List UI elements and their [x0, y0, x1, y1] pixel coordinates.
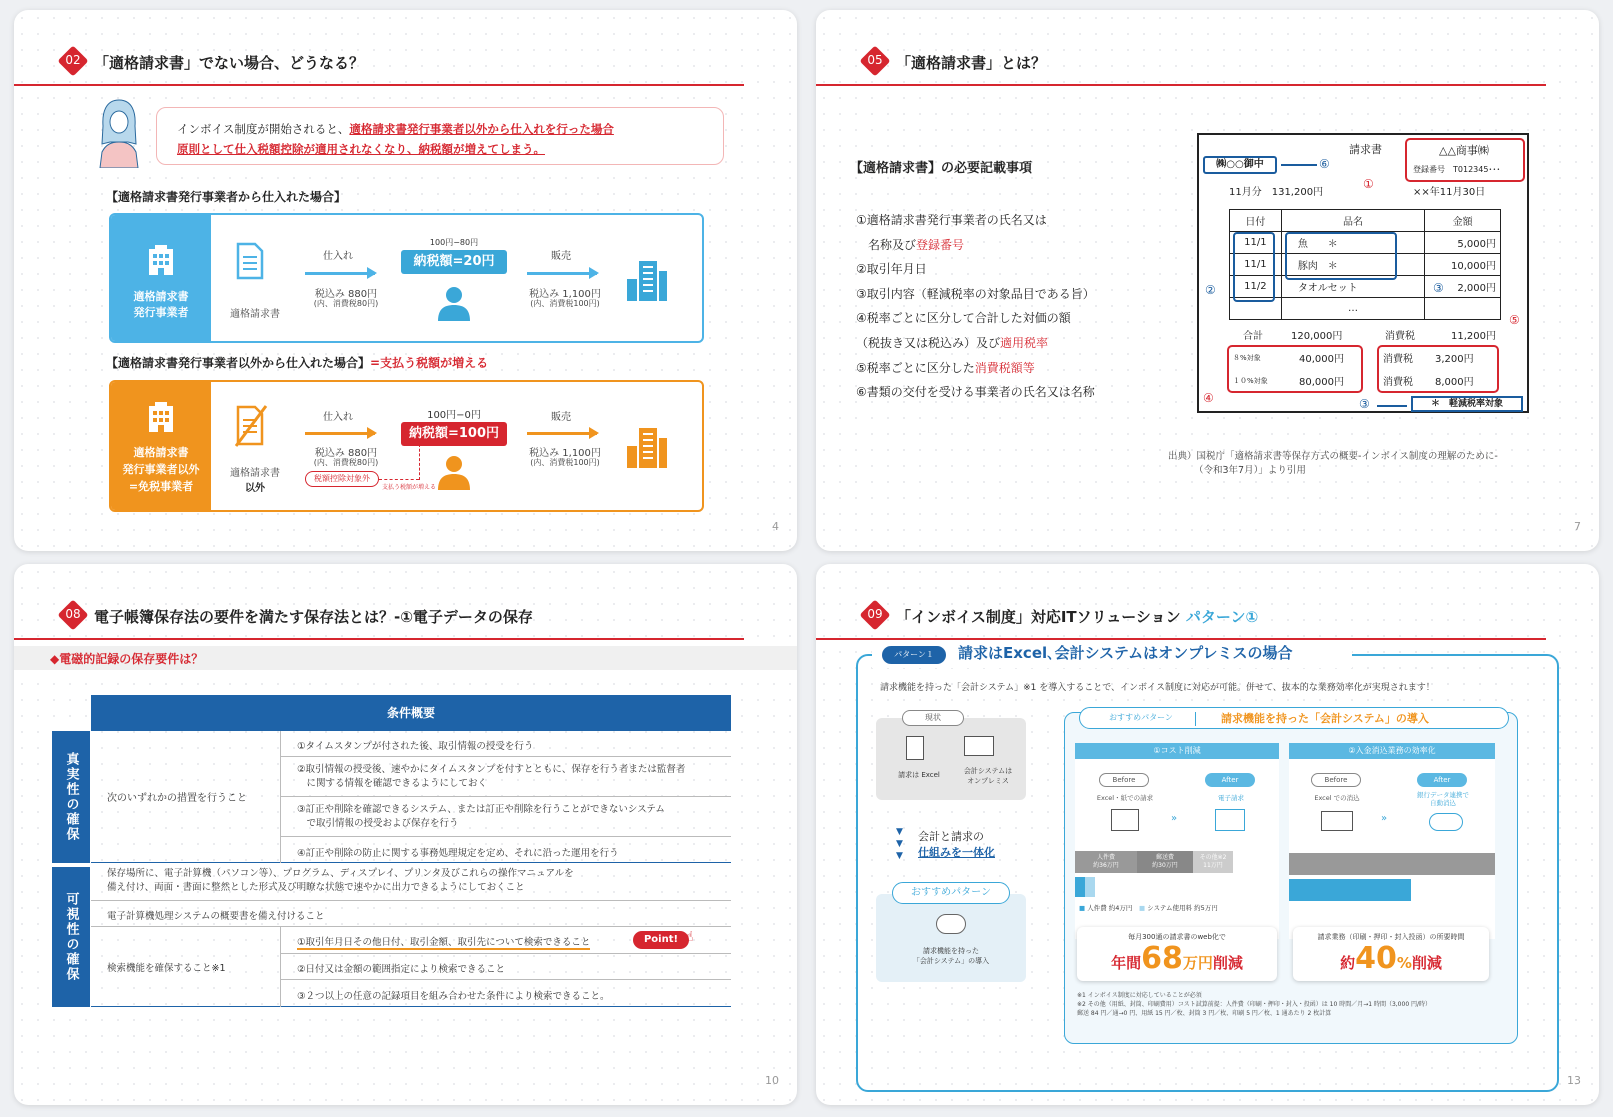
- page-number: 7: [1574, 520, 1581, 533]
- section-title: ◆電磁的記録の保存要件は？: [50, 652, 204, 666]
- case2-panel: [109, 380, 704, 512]
- invoice-tax-total: 11,200円: [1451, 331, 1496, 342]
- note-3: 郵送 84 円／通→0 円、用紙 15 円／枚、封筒 3 円／枚、印刷 5 円／枚、1 通あたり 2 枚計算: [1077, 1010, 1332, 1017]
- requirements-title: 【適格請求書】の必要記載事項: [850, 161, 1033, 176]
- point-badge: Point!: [633, 931, 689, 949]
- slide-7: [816, 10, 1599, 551]
- case2-note: 支払う税額が増える: [381, 484, 436, 491]
- recommended-desc: 請求機能を持った 「会計システム」の導入: [912, 947, 990, 965]
- requirement-item: ①適格請求書発行事業者の氏名又は: [856, 213, 1047, 227]
- result-time: 請求業務（印刷・押印・封入投函）の所要時間 約40%削減: [1293, 927, 1489, 981]
- pointer-hand-icon: ☝: [685, 929, 694, 945]
- bubble-highlight-2: 原則として仕入税額控除が適用されなくなり、納税額が増えてしまう。: [177, 142, 545, 156]
- c2-after-label: 銀行データ連携で 自動消込: [1417, 791, 1469, 807]
- recommended-title: 請求機能を持った「会計システム」の導入: [1221, 712, 1429, 725]
- before-tag-2: Before: [1311, 773, 1361, 787]
- result-cost-caption: 毎月300通の請求書のweb化で: [1128, 933, 1226, 941]
- marker-5: ⑤: [1509, 313, 1520, 327]
- case2-sell-tax: (内、消費税100円): [530, 458, 600, 467]
- case1-title: 【適格請求書発行事業者から仕入れた場合】: [106, 190, 347, 204]
- merge-highlight: 仕組みを一体化: [918, 846, 995, 859]
- result-time-caption: 請求業務（印刷・押印・封入投函）の所要時間: [1317, 933, 1465, 941]
- search-item-3: ③２つ以上の任意の記録項目を組み合わせた条件により検索できること。: [297, 991, 610, 1002]
- after-tag-2: After: [1417, 773, 1467, 787]
- slide-header: [14, 600, 744, 650]
- recommended-detail: おすすめパターン 請求機能を持った「会計システム」の導入 ①コスト削減 Before After Excel・紙での請求 電子請求 » 人件費 約36万円 郵送費 約30万円 その他※2 11万円 ■ 人件費 約4万円 ■ システム使用料 約5万円 ②入金消込業務の効率化 Before After Excel での消込 銀行データ連携で 自動消込 » 毎月300通の請求書のweb化で 年間68万円削減 請求業務（印刷・押印・封入投函）の所要時間 約40%削減 ※1 インボイス制度に対応していることが必須 ※2 その他（用紙、封筒、印刷費用）コスト試算前提：人件費（印刷・押印・封入・投函）は 10 時間／月→1 時間（3,000 円/時） 郵送 84 円／通→0 円、用紙 15 円／枚、封筒 3 円／枚、印刷 5 円／枚、1 通あたり 2 枚計算: [1064, 712, 1518, 1044]
- search-condition: 検索機能を確保すること※1: [107, 963, 226, 974]
- auth-item-2: ②取引情報の授受後、速やかにタイムスタンプを付すとともに、保存を行う者または監督者 に関する情報を確認できるようにしておく: [297, 764, 686, 789]
- visibility-row-2: 電子計算機処理システムの概要書を備え付けること: [107, 911, 325, 922]
- source-line-1: 出典）国税庁「適格請求書等保存方式の概要-インボイス制度の理解のために-: [1168, 451, 1498, 462]
- paper-icon: [1111, 809, 1139, 831]
- recommended-label: おすすめパターン: [892, 882, 1010, 904]
- current-state-panel: [876, 713, 1026, 800]
- case1-doc-label: 適格請求書: [230, 309, 280, 320]
- marker-4: ④: [1203, 391, 1214, 405]
- case2-doc-label-2: 以外: [245, 483, 265, 494]
- auth-item-1: ①タイムスタンプが付された後、取引情報の授受を行う: [297, 741, 534, 752]
- search-item-2: ②日付又は金額の範囲指定により検索できること: [297, 964, 506, 975]
- case2-sell-price: 税込み 1,100円: [529, 448, 601, 459]
- page-number: 10: [765, 1074, 779, 1087]
- requirement-item: ②取引年月日: [856, 262, 927, 277]
- authenticity-condition: 次のいずれかの措置を行うこと: [107, 793, 247, 804]
- invoice-tax-label: 消費税: [1385, 331, 1415, 342]
- marker-3b: ③: [1359, 397, 1370, 411]
- pattern-title: 請求はExcel､会計システムはオンプレミスの場合: [958, 644, 1293, 662]
- case2-label: 適格請求書 発行事業者以外 =免税事業者: [122, 446, 200, 493]
- office-building-icon: [625, 424, 669, 470]
- visibility-rows: [91, 863, 731, 1007]
- bar-postage: 郵送費 約30万円: [1137, 851, 1193, 873]
- cost-reduction-title: ①コスト削減: [1075, 743, 1279, 759]
- bar-other: その他※2 11万円: [1193, 851, 1233, 873]
- current-onprem: 会計システムは オンプレミス: [963, 767, 1013, 785]
- requirement-item: （税抜き又は税込み）及び適用税率: [856, 335, 1049, 350]
- slide-title: 「適格請求書」とは？: [896, 54, 1047, 72]
- result-cost: 毎月300通の請求書のweb化で 年間68万円削減: [1077, 927, 1277, 981]
- note-2: ※2 その他（用紙、封筒、印刷費用）コスト試算前提：人件費（印刷・押印・封入・投函）は 10 時間／月→1 時間（3,000 円/時）: [1077, 1001, 1432, 1008]
- group-visibility: 可視性の確保: [52, 867, 90, 1007]
- legend-system: システム使用料 約5万円: [1147, 904, 1218, 912]
- rate-8-tax: 3,200円: [1435, 354, 1474, 365]
- cost-after-bar-b: [1085, 877, 1095, 897]
- down-chevrons-icon: ▼ ▼ ▼: [896, 827, 903, 861]
- invoice-table: 日付 品名 金額 11/1 魚 ＊ 5,000円 11/1 豚肉 ＊ 10,000円 11/2 タオルセット 2,000円 …: [1229, 209, 1501, 320]
- cost-before-bar: [1075, 851, 1233, 873]
- person-icon: [436, 454, 472, 490]
- invoice-client: ㈱○○御中: [1203, 156, 1277, 174]
- source-line-2: （令和3年7月）」より引用: [1194, 465, 1306, 476]
- case1-buy-label: 仕入れ: [323, 251, 353, 262]
- document-icon: [235, 241, 265, 281]
- auth-item-4: ④訂正や削除の防止に関する事務処理規定を定め、それに沿った運用を行う: [297, 848, 619, 859]
- marker-1: ①: [1363, 177, 1374, 191]
- marker-6: ⑥: [1319, 157, 1330, 171]
- case1-calc: 100円−80円: [429, 238, 479, 247]
- case1-label: 適格請求書 発行事業者: [133, 290, 189, 319]
- time-before-bar: [1289, 853, 1495, 875]
- result-cost-number: 68: [1141, 941, 1183, 976]
- slide-number-badge: 05: [860, 46, 890, 76]
- time-after-bar: [1289, 879, 1411, 901]
- office-building-icon: [625, 257, 669, 303]
- slide-header: [816, 46, 1546, 96]
- case1-panel: [109, 213, 704, 343]
- case2-exclude-tag: 税額控除対象外: [305, 471, 379, 487]
- result-time-number: 40: [1355, 941, 1397, 976]
- document-crossed-icon: [235, 404, 269, 448]
- slide-number-badge: 02: [58, 46, 88, 76]
- case1-tax-box: 納税額=20円: [401, 250, 507, 274]
- after-tag: After: [1205, 773, 1255, 787]
- case1-buy-price: 税込み 880円: [314, 289, 378, 300]
- requirement-item: 名称及び登録番号: [856, 237, 965, 252]
- case2-title-note: =支払う税額が増える: [370, 356, 489, 370]
- before-tag: Before: [1099, 773, 1149, 787]
- page-number: 4: [772, 520, 779, 533]
- requirement-item: ⑥書類の交付を受ける事業者の氏名又は名称: [856, 385, 1095, 400]
- case2-title: 【適格請求書発行事業者以外から仕入れた場合】: [106, 356, 371, 370]
- slide-title: 「適格請求書」でない場合、どうなる？: [94, 54, 365, 72]
- rate-10-amount: 80,000円: [1299, 377, 1344, 388]
- bubble-highlight: 適格請求書発行事業者以外から仕入れを行った場合: [349, 122, 614, 136]
- slide-13: [816, 564, 1599, 1105]
- invoice-total: 120,000円: [1291, 331, 1343, 342]
- invoice-company: △△商事㈱: [1439, 144, 1489, 157]
- invoice-sample: 請求書 △△商事㈱ 登録番号 T012345･･･ ① ㈱○○御中 ⑥ 11月分 131,200円 ××年11月30日 日付 品名 金額 11/1 魚 ＊ 5,000円 11/1 豚肉 ＊ 10,000円 11/2 タオルセット 2,000円 … ② ③ 合計 120,000円 消費税 11,200円 ⑤ ８%対象 40,000円 消費税 3,200円 １０%対象 80,000円 消費税 8,000円 ④ ③ ＊ 軽減税率対象: [1197, 133, 1529, 413]
- rate-8-label: ８%対象: [1233, 354, 1261, 362]
- reconciliation-title: ②入金消込業務の効率化: [1289, 743, 1495, 759]
- case2-doc-label: 適格請求書: [230, 468, 280, 479]
- slide-header: [14, 46, 744, 96]
- note-1: ※1 インボイス制度に対応していることが必須: [1077, 992, 1202, 999]
- rate-8-amount: 40,000円: [1299, 354, 1344, 365]
- cost-after-bar-a: [1075, 877, 1085, 897]
- case1-sell-price: 税込み 1,100円: [529, 289, 601, 300]
- cloud-bill-icon: [1429, 813, 1463, 831]
- case2-buy-tax: (内、消費税80円): [313, 458, 379, 467]
- case1-sell-tax: (内、消費税100円): [530, 299, 600, 308]
- building-icon: [145, 400, 177, 434]
- case1-sell-label: 販売: [551, 251, 571, 262]
- case2-buy-arrow: [305, 432, 375, 435]
- monitor-icon: [1215, 809, 1245, 831]
- marker-3: ③: [1433, 281, 1444, 295]
- current-label: 現状: [902, 710, 964, 726]
- bubble-text: インボイス制度が開始されると、: [177, 122, 350, 136]
- slide-title: 電子帳簿保存法の要件を満たす保存法とは？-①電子データの保存: [94, 608, 533, 626]
- current-excel: 請求は Excel: [898, 771, 940, 779]
- invoice-period: 11月分 131,200円: [1229, 187, 1324, 198]
- merge-text: 会計と請求の: [918, 830, 984, 843]
- recommended-tab: おすすめパターン: [1109, 713, 1173, 722]
- legend-labor: 人件費 約4万円: [1087, 904, 1133, 912]
- server-icon: [964, 736, 994, 756]
- cloud-icon: [936, 914, 966, 934]
- case1-sell-arrow: [527, 272, 597, 275]
- authenticity-rows: [91, 731, 731, 863]
- slide-title: 「インボイス制度」対応ITソリューション パターン①: [896, 608, 1259, 626]
- bill-icon: [1321, 811, 1353, 831]
- c1-before-label: Excel・紙での請求: [1096, 794, 1154, 802]
- group-authenticity: 真実性の確保: [52, 731, 90, 863]
- requirement-item: ④税率ごとに区分して合計した対価の額: [856, 311, 1071, 326]
- requirement-item: ③取引内容（軽減税率の対象品目である旨）: [856, 286, 1095, 301]
- building-icon: [145, 243, 177, 277]
- case2-tax-box: 納税額=100円: [401, 422, 507, 446]
- case1-buy-tax: (内、消費税80円): [313, 299, 379, 308]
- invoice-date: ××年11月30日: [1413, 187, 1486, 198]
- bar-labor: 人件費 約36万円: [1075, 851, 1137, 873]
- visibility-row-1: 保存場所に、電子計算機（パソコン等）、プログラム、ディスプレイ、プリンタ及びこれらの操作マニュアルを 備え付け、両面・書面に整然とした形式及び明瞭な状態で速やかに出力できるようにしておくこと: [107, 868, 574, 893]
- excel-file-icon: [906, 736, 924, 760]
- case2-sell-label: 販売: [551, 412, 571, 423]
- invoice-reg-number: 登録番号 T012345･･･: [1413, 165, 1501, 174]
- slide-number-badge: 08: [58, 600, 88, 630]
- slide-4: [14, 10, 797, 551]
- case2-buy-price: 税込み 880円: [314, 448, 378, 459]
- pattern-lead: 請求機能を持った「会計システム」※1 を導入することで、インボイス制度に対応が可能。併せて、抜本的な業務効率化が実現されます！: [880, 683, 1435, 693]
- invoice-total-label: 合計: [1243, 331, 1263, 342]
- page-number: 13: [1567, 1074, 1581, 1087]
- woman-icon: [94, 96, 144, 168]
- pattern-tag: パターン１: [882, 646, 946, 664]
- case2-sell-arrow: [527, 432, 597, 435]
- case2-buy-label: 仕入れ: [323, 412, 353, 423]
- table-header: 条件概要: [91, 695, 731, 731]
- auth-item-3: ③訂正や削除を確認できるシステム、または訂正や削除を行うことができないシステム で取引情報の授受および保存を行う: [297, 804, 665, 829]
- case2-calc: 100円−0円: [427, 410, 481, 421]
- reduced-rate-note: ＊ 軽減税率対象: [1411, 396, 1523, 412]
- marker-2: ②: [1205, 283, 1216, 297]
- invoice-title: 請求書: [1349, 143, 1382, 156]
- slide-10: [14, 564, 797, 1105]
- rate-10-tax: 8,000円: [1435, 377, 1474, 388]
- c2-before-label: Excel での消込: [1314, 794, 1360, 802]
- c1-after-label: 電子請求: [1218, 794, 1244, 802]
- speech-bubble: [156, 107, 724, 165]
- rate-10-label: １０%対象: [1233, 377, 1268, 385]
- slide-number-badge: 09: [860, 600, 890, 630]
- person-icon: [436, 285, 472, 321]
- requirement-item: ⑤税率ごとに区分した消費税額等: [856, 360, 1035, 375]
- recommended-panel: [876, 887, 1026, 982]
- requirements-list: [856, 208, 1095, 405]
- search-item-1: ①取引年月日その他日付、取引金額、取引先について検索できること: [297, 934, 590, 950]
- case1-buy-arrow: [305, 272, 375, 275]
